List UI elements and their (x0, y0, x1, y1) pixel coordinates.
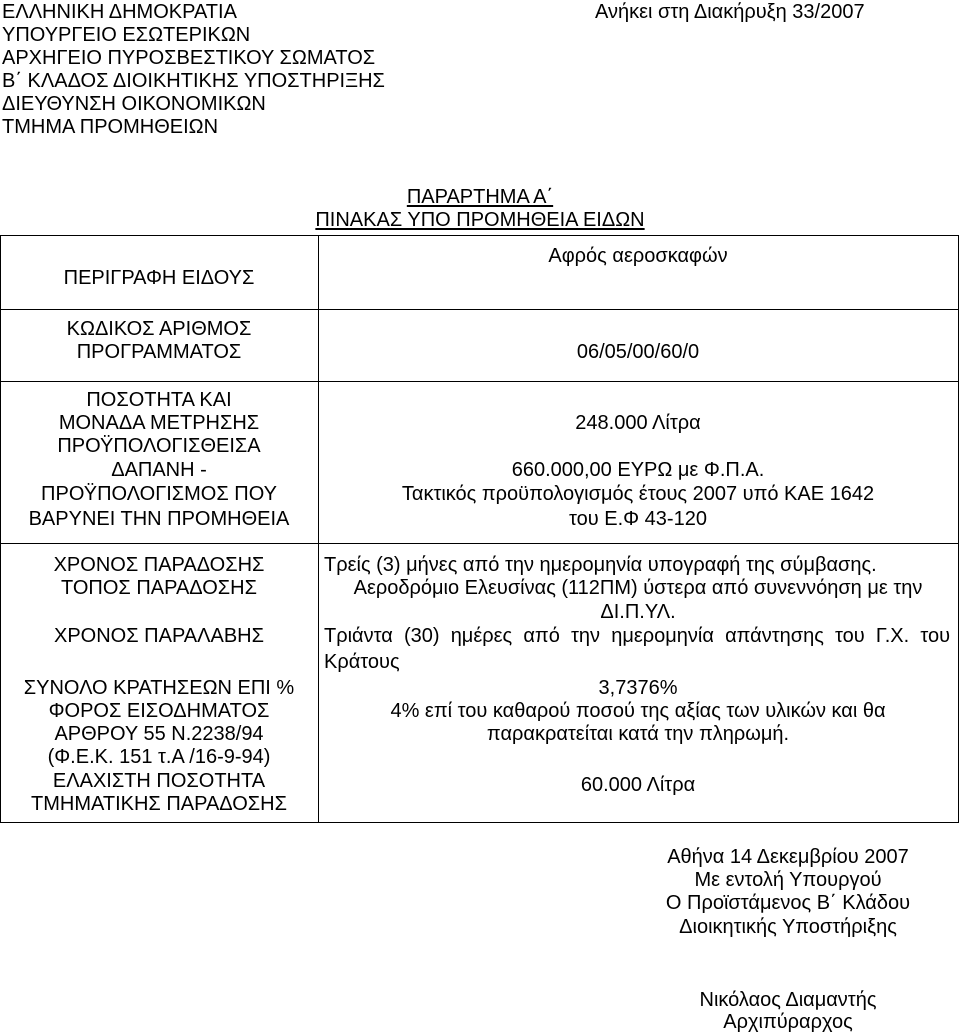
row-label: ΑΡΘΡΟΥ 55 Ν.2238/94 (54, 723, 264, 745)
row-value: Κράτους (324, 651, 400, 673)
signatory-department: Διοικητικής Υποστήριξης (679, 916, 897, 938)
row-label: ΦΟΡΟΣ ΕΙΣΟΔΗΜΑΤΟΣ (48, 700, 270, 722)
row-label: ΤΟΠΟΣ ΠΑΡΑΔΟΣΗΣ (61, 577, 257, 599)
row-label: ΠΕΡΙΓΡΑΦΗ ΕΙΔΟΥΣ (63, 267, 255, 289)
header-line: ΥΠΟΥΡΓΕΙΟ ΕΣΩΤΕΡΙΚΩΝ (2, 24, 251, 46)
signatory-role: Ο Προϊστάμενος Β΄ Κλάδου (665, 892, 911, 914)
row-label: ΠΡΟΓΡΑΜΜΑΤΟΣ (76, 341, 242, 363)
row-value: 60.000 Λίτρα (580, 774, 696, 796)
row-value: παρακρατείται κατά την πληρωμή. (486, 723, 790, 745)
header-line: ΕΛΛΗΝΙΚΗ ΔΗΜΟΚΡΑΤΙΑ (2, 1, 237, 23)
row-value: 248.000 Λίτρα (575, 412, 701, 434)
row-label: ΔΑΠΑΝΗ - (111, 459, 207, 481)
row-label: ΠΡΟΫΠΟΛΟΓΙΣΜΟΣ ΠΟΥ (41, 483, 277, 505)
tender-reference: Ανήκει στη Διακήρυξη 33/2007 (595, 1, 865, 23)
row-label: ΒΑΡΥΝΕΙ ΤΗΝ ΠΡΟΜΗΘΕΙΑ (28, 508, 290, 530)
signatory-name: Νικόλαος Διαμαντής (699, 989, 877, 1011)
row-value: Τριάντα (30) ημέρες από την ημερομηνία απάντησης του Γ.Χ. του (324, 625, 950, 647)
row-label: (Φ.Ε.Κ. 151 τ.Α /16-9-94) (47, 746, 271, 768)
row-divider (0, 309, 959, 310)
row-value: 4% επί του καθαρού ποσού της αξίας των υλικών και θα (390, 700, 886, 722)
annex-title: ΠΑΡΑΡΤΗΜΑ Α΄ (406, 186, 554, 208)
row-value: Αεροδρόμιο Ελευσίνας (112ΠΜ) ύστερα από συνεννόηση με την (353, 577, 923, 599)
row-label: ΤΜΗΜΑΤΙΚΗΣ ΠΑΡΑΔΟΣΗΣ (31, 793, 287, 815)
row-value: Τρείς (3) μήνες από την ημερομηνία υπογραφή της σύμβασης. (324, 554, 877, 576)
row-divider (0, 381, 959, 382)
place-date: Αθήνα 14 Δεκεμβρίου 2007 (667, 846, 909, 868)
row-label: ΧΡΟΝΟΣ ΠΑΡΑΔΟΣΗΣ (53, 554, 265, 576)
header-line: ΑΡΧΗΓΕΙΟ ΠΥΡΟΣΒΕΣΤΙΚΟΥ ΣΩΜΑΤΟΣ (2, 47, 376, 69)
header-line: Β΄ ΚΛΑΔΟΣ ΔΙΟΙΚΗΤΙΚΗΣ ΥΠΟΣΤΗΡΙΞΗΣ (2, 70, 385, 92)
header-line: ΤΜΗΜΑ ΠΡΟΜΗΘΕΙΩΝ (2, 116, 219, 138)
row-value: Τακτικός προϋπολογισμός έτους 2007 υπό ΚΑΕ 1642 (401, 483, 875, 505)
row-label: ΕΛΑΧΙΣΤΗ ΠΟΣΟΤΗΤΑ (52, 770, 266, 792)
row-value: 3,7376% (598, 677, 678, 699)
header-line: ΔΙΕΥΘΥΝΣΗ ΟΙΚΟΝΟΜΙΚΩΝ (2, 93, 266, 115)
row-value: Αφρός αεροσκαφών (548, 245, 728, 267)
row-label: ΠΡΟΫΠΟΛΟΓΙΣΘΕΙΣΑ (57, 435, 261, 457)
table-title: ΠΙΝΑΚΑΣ ΥΠΟ ΠΡΟΜΗΘΕΙΑ ΕΙΔΩΝ (315, 209, 645, 231)
row-label: ΣΥΝΟΛΟ ΚΡΑΤΗΣΕΩΝ ΕΠΙ % (23, 677, 295, 699)
row-label: ΧΡΟΝΟΣ ΠΑΡΑΛΑΒΗΣ (54, 625, 264, 647)
row-divider (0, 543, 959, 544)
row-value: ΔΙ.Π.ΥΛ. (600, 601, 676, 623)
row-label: ΚΩΔΙΚΟΣ ΑΡΙΘΜΟΣ (66, 318, 252, 340)
row-label: ΜΟΝΑΔΑ ΜΕΤΡΗΣΗΣ (58, 412, 260, 434)
row-value: του Ε.Φ 43-120 (569, 508, 707, 530)
row-value: 660.000,00 ΕΥΡΩ με Φ.Π.Α. (511, 459, 765, 481)
row-value: 06/05/00/60/0 (576, 341, 700, 363)
signatory-rank: Αρχιπύραρχος (723, 1011, 853, 1033)
by-order: Με εντολή Υπουργού (694, 869, 882, 891)
row-label: ΠΟΣΟΤΗΤΑ ΚΑΙ (86, 389, 232, 411)
